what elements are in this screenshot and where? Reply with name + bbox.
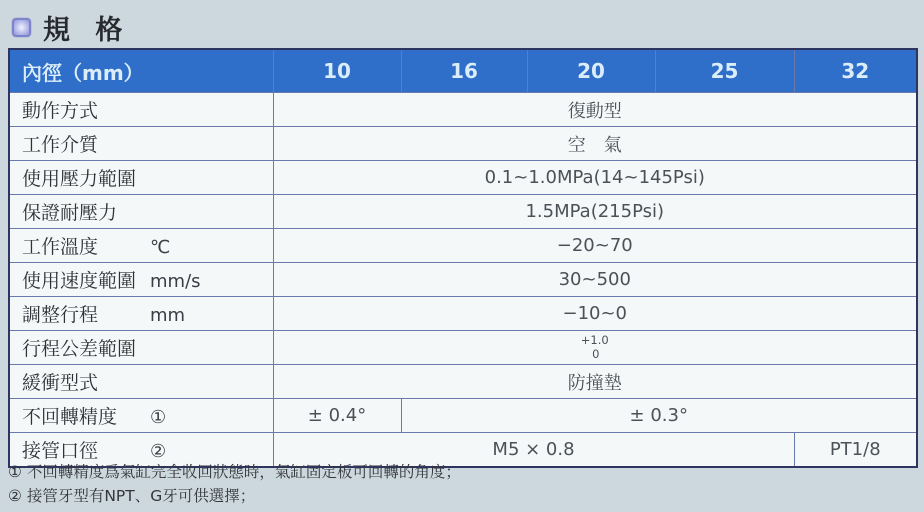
spec-row	[9, 195, 917, 229]
row-unit: mm	[150, 305, 186, 326]
row-note-ref: ②	[150, 441, 167, 462]
header-bore-size: 20	[527, 49, 655, 93]
spec-value-cell: ± 0.4°	[273, 399, 401, 433]
spec-value-cell	[273, 331, 917, 365]
row-label-text: 工作溫度	[22, 236, 99, 258]
row-unit: mm/s	[150, 271, 201, 292]
section-bullet-icon	[12, 18, 31, 37]
row-label	[9, 161, 273, 195]
spec-row	[9, 263, 917, 297]
spec-value-cell: M5 × 0.8	[273, 433, 794, 468]
row-label	[9, 399, 273, 433]
row-label	[9, 331, 273, 365]
spec-value-cell: ± 0.3°	[401, 399, 917, 433]
header-bore-size: 32	[794, 49, 917, 93]
row-label	[9, 93, 273, 127]
page-title: 規 格	[43, 15, 131, 46]
row-note-ref: ①	[150, 407, 167, 428]
spec-value-cell: 空 氣	[273, 127, 917, 161]
spec-row	[9, 365, 917, 399]
spec-value-cell: 復動型	[273, 93, 917, 127]
spec-row	[9, 127, 917, 161]
row-label	[9, 263, 273, 297]
spec-row	[9, 399, 917, 433]
row-unit: ℃	[150, 237, 171, 258]
section-title	[12, 8, 130, 47]
tolerance-value	[275, 334, 916, 362]
spec-value-cell: PT1/8	[794, 433, 917, 468]
row-label	[9, 365, 273, 399]
row-label	[9, 127, 273, 161]
footnote-1: ① 不回轉精度爲氣缸完全收回狀態時，氣缸固定板可回轉的角度；	[8, 463, 461, 481]
spec-row	[9, 93, 917, 127]
spec-value-cell: 1.5MPa(215Psi)	[273, 195, 917, 229]
row-label	[9, 195, 273, 229]
header-bore-label: 內徑（mm）	[9, 49, 273, 93]
spec-value-cell: 防撞墊	[273, 365, 917, 399]
header-bore-size: 25	[655, 49, 794, 93]
spec-header-row	[9, 49, 917, 93]
spec-row	[9, 331, 917, 365]
tolerance-upper: +1.0	[580, 332, 609, 347]
row-label-text: 接管口徑	[22, 440, 99, 462]
row-label-text: 使用速度範圍	[22, 270, 137, 292]
row-label-text: 調整行程	[22, 304, 99, 326]
row-label-text: 動作方式	[22, 100, 99, 122]
footnote-2: ② 接管牙型有NPT、G牙可供選擇；	[8, 487, 256, 506]
spec-value-cell: −10~0	[273, 297, 917, 331]
spec-table	[8, 48, 918, 468]
spec-value-cell: −20~70	[273, 229, 917, 263]
row-label-text: 行程公差範圍	[22, 338, 137, 360]
row-label-text: 緩衝型式	[22, 372, 99, 394]
footnotes	[8, 461, 908, 510]
tolerance-lower: 0	[592, 346, 600, 361]
header-bore-size: 16	[401, 49, 527, 93]
header-bore-size: 10	[273, 49, 401, 93]
spec-value-cell: 30~500	[273, 263, 917, 297]
row-label-text: 保證耐壓力	[22, 202, 118, 224]
spec-row	[9, 229, 917, 263]
spec-row	[9, 161, 917, 195]
row-label-text: 工作介質	[22, 134, 99, 156]
spec-row	[9, 297, 917, 331]
row-label-text: 使用壓力範圍	[22, 168, 137, 190]
row-label	[9, 297, 273, 331]
spec-value-cell: 0.1~1.0MPa(14~145Psi)	[273, 161, 917, 195]
row-label	[9, 229, 273, 263]
row-label-text: 不回轉精度	[22, 406, 118, 428]
